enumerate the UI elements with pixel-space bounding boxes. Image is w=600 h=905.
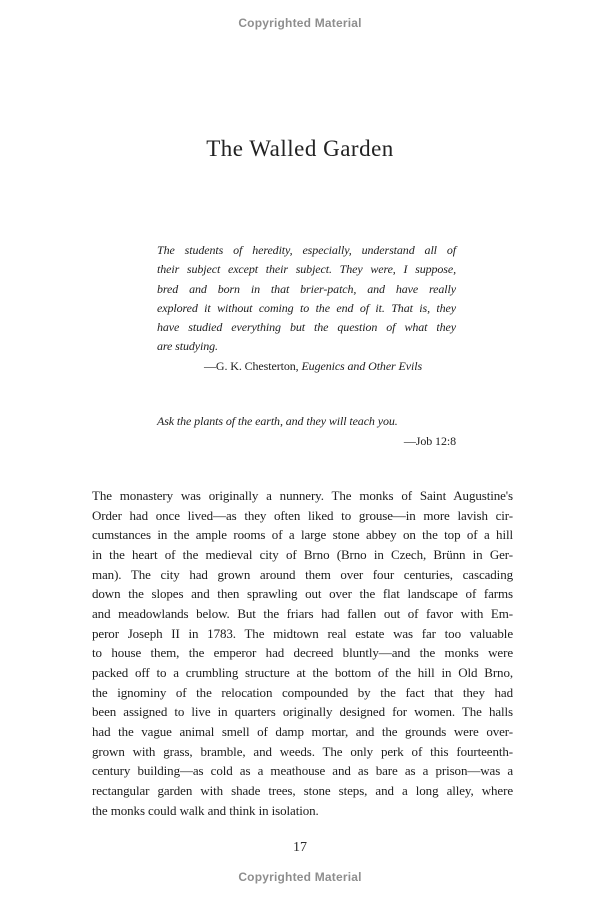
epigraph-line: bred and born in that brier-patch, and have really [157,281,456,296]
body-line: peror Joseph II in 1783. The midtown real estate was far too valuable [92,625,513,641]
epigraph-line: their subject except their subject. They were, I suppose, [157,262,456,277]
body-line: century building—as cold as a meathouse and as bare as a prison—was a [92,763,513,779]
epigraph-job-quote: Ask the plants of the earth, and they will teach you. [157,414,398,428]
body-line: Order had once lived—as they often liked to grouse—in more lavish cir- [92,507,513,523]
body-line: man). The city had grown around them over four centuries, cascading [92,566,513,582]
epigraph-chesterton-lines [157,241,456,357]
epigraph-job-attribution: —Job 12:8 [403,434,456,448]
body-line: in the heart of the medieval city of Brno (Brno in Czech, Brünn in Ger- [92,546,513,562]
body-line: and meadowlands below. But the friars had fallen out of favor with Em- [92,605,513,621]
body-line: cumstances in the ample rooms of a large stone abbey on the top of a hill [92,527,513,543]
copyright-banner-top: Copyrighted Material [238,16,362,30]
body-line: rectangular garden with shade trees, stone steps, and a long alley, where [92,782,513,798]
epigraph-job [157,411,456,451]
epigraph-line: have studied everything but the question of what they [157,320,456,335]
chapter-title: The Walled Garden [206,136,394,161]
body-paragraph [92,486,513,820]
epigraph-line: are studying. [157,339,218,354]
epigraph-line: The students of heredity, especially, understand all of [157,243,456,257]
attribution-author: —G. K. Chesterton, [204,358,302,373]
body-line: the monks could walk and think in isolation. [92,802,319,818]
epigraph-line: explored it without coming to the end of it. That is, they [157,300,456,315]
body-line: packed off to a crumbling structure at the bottom of the hill in Old Brno, [92,664,513,680]
body-line: the ignominy of the relocation compounded by the fact that they had [92,684,513,700]
copyright-banner-bottom: Copyrighted Material [238,870,362,884]
attribution-work-title: Eugenics and Other Evils [301,358,423,373]
body-line: to house them, the emperor had decreed bluntly—and the monks were [92,645,513,661]
body-line: The monastery was originally a nunnery. The monks of Saint Augustine's [92,488,513,503]
body-line: been assigned to live in quarters originally designed for women. The halls [92,704,513,720]
epigraph-chesterton [157,241,456,376]
body-line: had the vague animal smell of damp mortar, and the grounds were over- [92,723,513,739]
body-line: down the slopes and then sprawling out over the flat landscape of farms [92,586,513,602]
body-line: grown with grass, bramble, and weeds. The only perk of this fourteenth- [92,743,513,759]
page-number: 17 [293,840,307,855]
epigraph-chesterton-attribution [157,357,456,376]
